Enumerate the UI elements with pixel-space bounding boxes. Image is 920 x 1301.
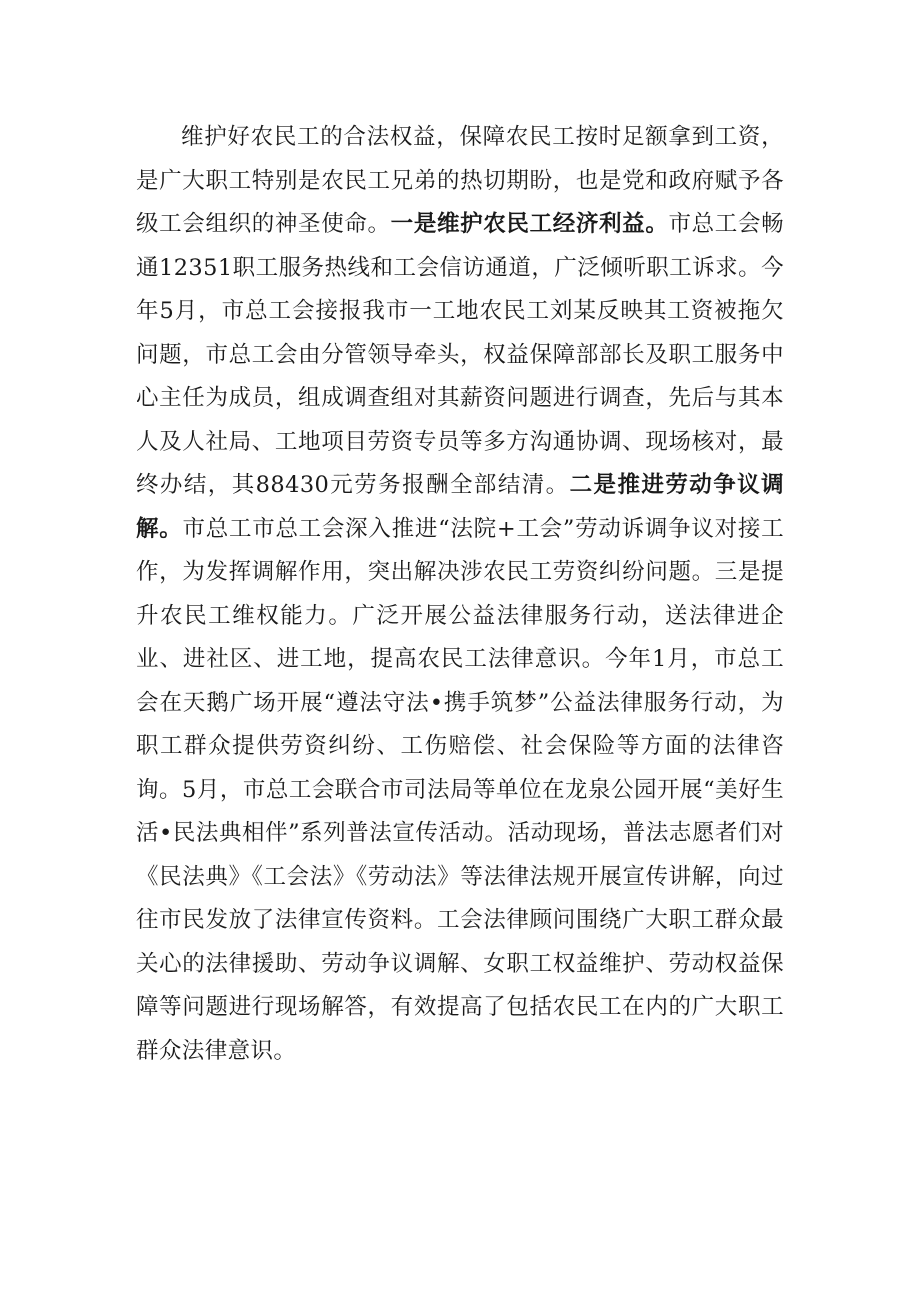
heading-point-two: 二是推进劳动争议调解。 <box>136 472 784 542</box>
heading-point-one: 一是维护农民工经济利益。 <box>390 211 669 237</box>
paragraph-run-point-two-three: 市总工市总工会深入推进“法院+工会”劳动诉调争议对接工作，为发挥调解作用，突出解决涉农民工劳资纠纷问题。三是提升农民工维权能力。广泛开展公益法律服务行动，送法律进企业、进社区、进工地，提高农民工法律意识。今年1月，市总工会在天鹅广场开展“遵法守法•携手筑梦”公益法律服务行动，为职工群众提供劳资纠纷、工伤赔偿、社会保险等方面的法律咨询。5月，市总工会联合市司法局等单位在龙泉公园开展“美好生活•民法典相伴”系列普法宣传活动。活动现场，普法志愿者们对《民法典》《工会法》《劳动法》等法律法规开展宣传讲解，向过往市民发放了法律宣传资料。工会法律顾问围绕广大职工群众最关心的法律援助、劳动争议调解、女职工权益维护、劳动权益保障等问题进行现场解答，有效提高了包括农民工在内的广大职工群众法律意识。 <box>136 515 784 1064</box>
body-paragraph <box>136 116 784 1073</box>
paragraph-run-point-one: 市总工会畅通12351职工服务热线和工会信访通道，广泛倾听职工诉求。今年5月，市总工会接报我市一工地农民工刘某反映其工资被拖欠问题，市总工会由分管领导牵头，权益保障部部长及职工服务中心主任为成员，组成调查组对其薪资问题进行调查，先后与其本人及人社局、工地项目劳资专员等多方沟通协调、现场核对，最终办结，其88430元劳务报酬全部结清。 <box>136 211 784 498</box>
paragraph-run-intro: 维护好农民工的合法权益，保障农民工按时足额拿到工资，是广大职工特别是农民工兄弟的热切期盼，也是党和政府赋予各级工会组织的神圣使命。 <box>136 124 784 237</box>
